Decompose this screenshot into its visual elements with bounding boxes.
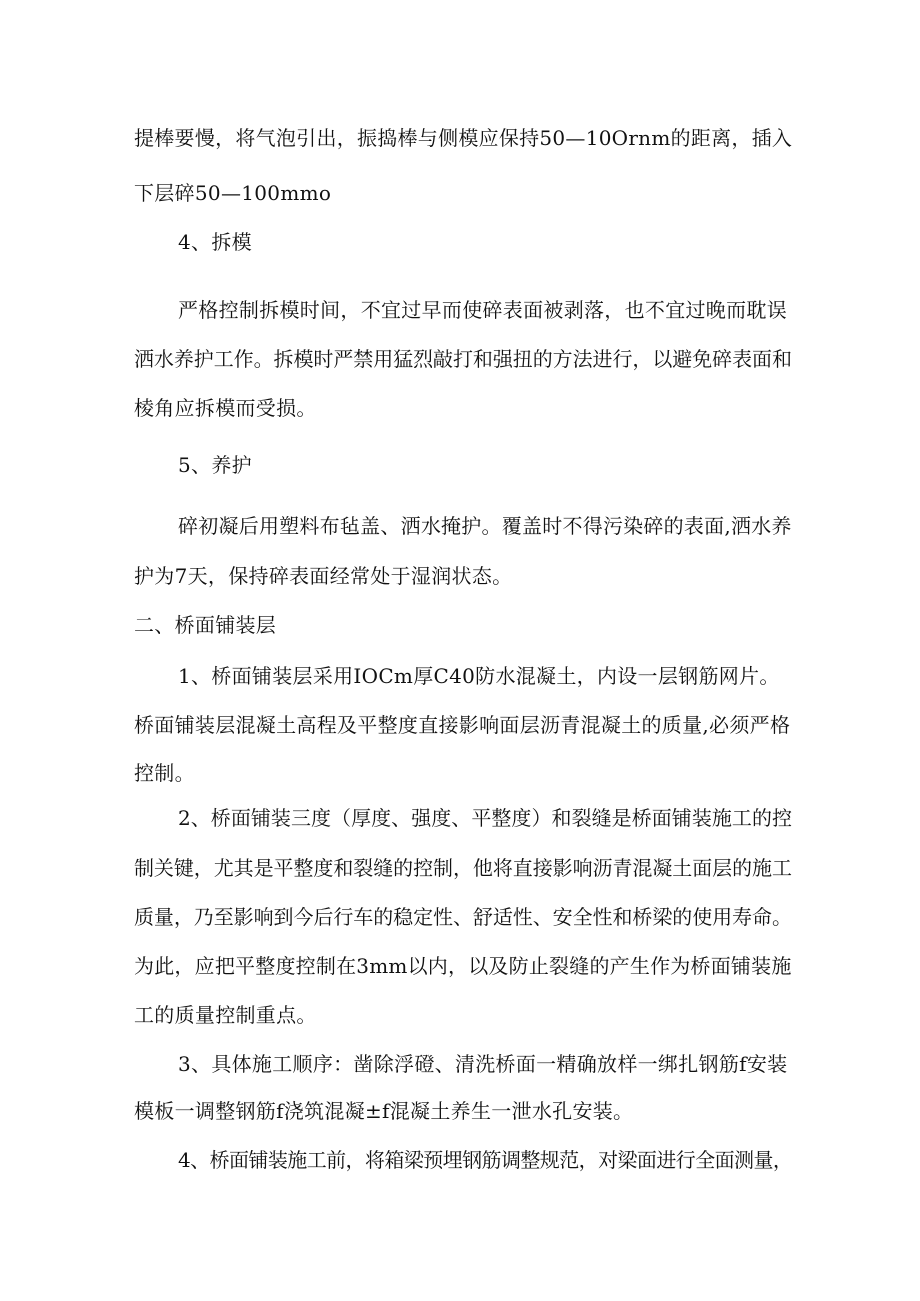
text-line: 碎初凝后用塑料布毡盖、洒水掩护。覆盖时不得污染碎的表面,洒水养	[178, 514, 792, 538]
text-line: 护为7天，保持碎表面经常处于湿润状态。	[134, 564, 513, 588]
text-line: 洒水养护工作。拆模时严禁用猛烈敲打和强扭的方法进行，以避免碎表面和	[134, 347, 792, 371]
text-line: 3、具体施工顺序：凿除浮磴、清洗桥面一精确放样一绑扎钢筋f安装	[178, 1052, 788, 1076]
text-line: 棱角应拆模而受损。	[134, 396, 317, 420]
text-line: 4、桥面铺装施工前，将箱梁预埋钢筋调整规范，对梁面进行全面测量，	[178, 1148, 793, 1172]
chapter-heading: 二、桥面铺装层	[134, 613, 277, 637]
text-line: 控制。	[134, 761, 195, 785]
text-line: 为此，应把平整度控制在3mm以内，以及防止裂缝的产生作为桥面铺装施	[134, 954, 792, 978]
text-line: 工的质量控制重点。	[134, 1003, 317, 1027]
text-line: 桥面铺装层混凝土高程及平整度直接影响面层沥青混凝土的质量,必须严格	[134, 713, 791, 737]
section-heading: 4、拆模	[178, 230, 252, 254]
text-line: 2、桥面铺装三度（厚度、强度、平整度）和裂缝是桥面铺装施工的控	[178, 806, 793, 830]
text-line: 严格控制拆模时间，不宜过早而使碎表面被剥落，也不宜过晚而耽误	[178, 298, 787, 322]
text-line: 模板一调整钢筋f浇筑混凝±f混凝土养生一泄水孔安装。	[134, 1099, 634, 1123]
text-line: 1、桥面铺装层采用IOCm厚C40防水混凝土，内设一层钢筋网片。	[178, 664, 780, 688]
section-heading: 5、养护	[178, 453, 252, 477]
text-line: 提棒要慢，将气泡引出，振捣棒与侧模应保持50—10Ornm的距离，插入	[134, 126, 793, 150]
text-line: 制关键，尤其是平整度和裂缝的控制，他将直接影响沥青混凝土面层的施工	[134, 856, 792, 880]
text-line: 质量，乃至影响到今后行车的稳定性、舒适性、安全性和桥梁的使用寿命。	[134, 905, 792, 929]
text-line: 下层碎50—100mmo	[134, 181, 332, 205]
